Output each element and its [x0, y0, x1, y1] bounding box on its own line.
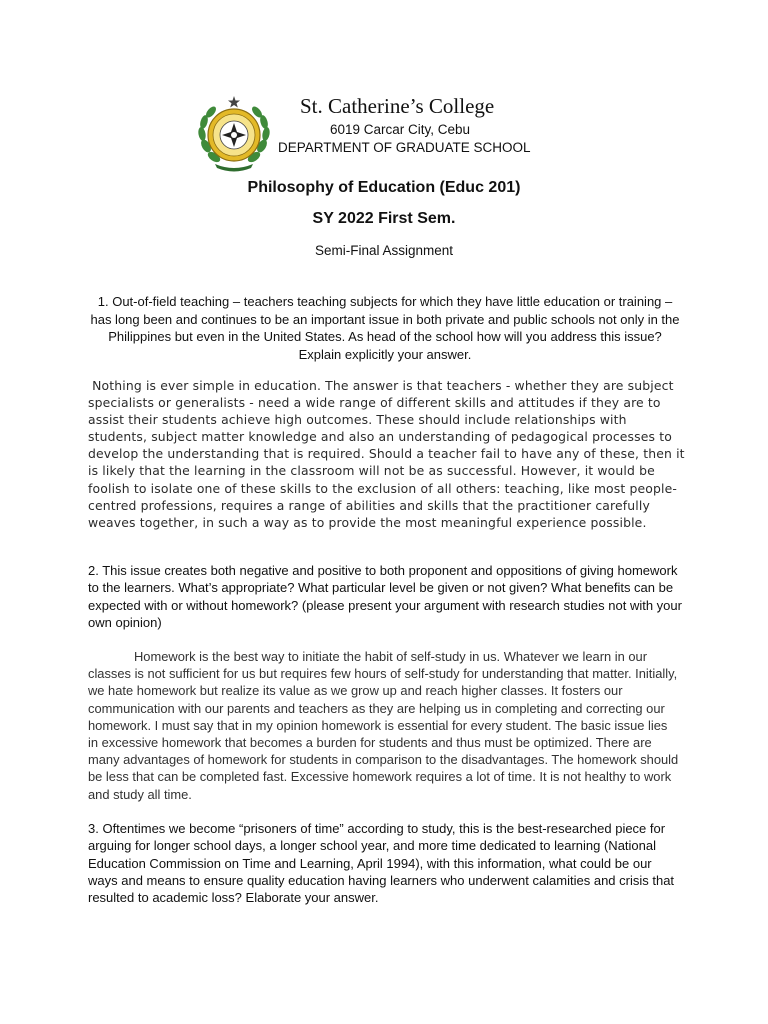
question-1: 1. Out-of-field teaching – teachers teaching subjects for which they have little education or training – has long been and continues to be an important issue in both private and public schools not only in the Philippines but even in the United States. As head of the school how will you address this issue? Explain explicitly your answer. [90, 294, 680, 362]
college-seal-icon [193, 94, 275, 176]
assignment-title: Semi-Final Assignment [314, 243, 454, 258]
department-name: DEPARTMENT OF GRADUATE SCHOOL [278, 140, 531, 155]
answer-2 [88, 648, 680, 803]
answer-2-text: Homework is the best way to initiate the habit of self-study in us. Whatever we learn in our classes is not sufficient for us but requires few hours of self-study for understanding that matter. Initially, we hate homework but realize its value as we grow up and reach higher classes. It fosters our communication with our parents and teachers as they are helping us in completing and correcting our homework. I must say that in my opinion homework is essential for every student. The basic issue lies in excessive homework that becomes a burden for students and thus must be optimized. There are many advantages of homework for students in comparison to the disadvantages. The homework should be less that can be completed fast. Excessive homework requires a lot of time. It is not healthy to work and study all time. [88, 649, 679, 802]
course-title: Philosophy of Education (Educ 201) [247, 179, 521, 196]
answer-1: Nothing is ever simple in education. The answer is that teachers - whether they are subject specialists or generalists - need a wide range of different skills and attitudes if they are to assist their students achieve high outcomes. These should include relationships with students, subject matter knowledge and also an understanding of pedagogical processes to develop the understanding that is required. Should a teacher fail to have any of these, then it is likely that the learning in the classroom will not be as successful. However, it would be foolish to isolate one of these skills to the exclusion of all others: teaching, like most people-centred professions, requires a range of abilities and skills that the practitioner carefully weaves together, in such a way as to provide the most meaningful experience possible. [88, 378, 689, 530]
question-2: 2. This issue creates both negative and positive to both proponent and oppositions of giving homework to the learners. What’s appropriate? What particular level be given or not given? What benefits can be expected with or without homework? (please present your argument with research studies not with your own opinion) [88, 563, 682, 630]
school-year: SY 2022 First Sem. [312, 210, 456, 227]
question-3: 3. Oftentimes we become “prisoners of time” according to study, this is the best-researched piece for arguing for longer school days, a longer school year, and more time dedicated to learning (National Education Commission on Time and Learning, April 1994), with this information, what could be our ways and means to ensure quality education having learners who underwent calamities and crisis that resulted to academic loss? Elaborate your answer. [88, 821, 675, 906]
college-name: St. Catherine’s College [300, 94, 495, 118]
college-address: 6019 Carcar City, Cebu [330, 122, 471, 137]
